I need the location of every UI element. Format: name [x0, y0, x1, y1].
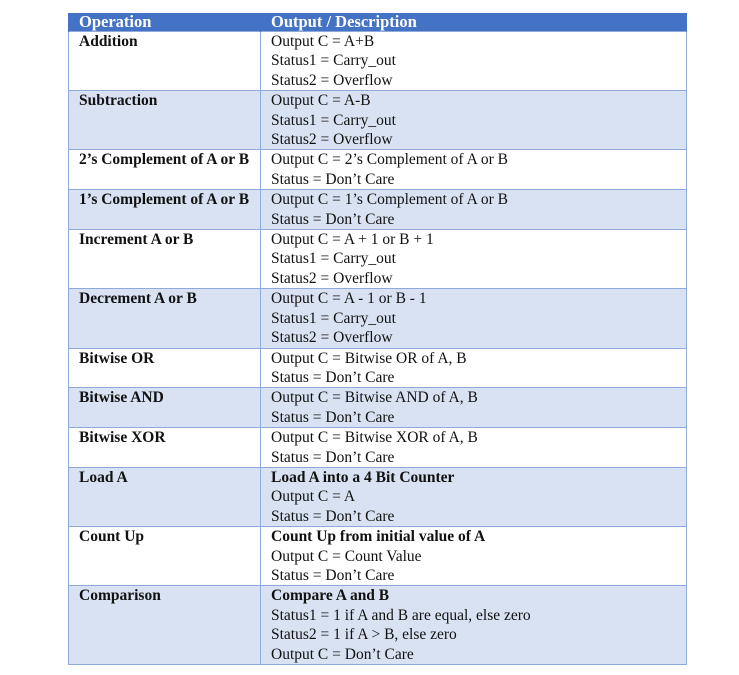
- operation-cell: Bitwise OR: [69, 348, 261, 388]
- description-line: Status1 = Carry_out: [271, 309, 396, 327]
- table-row: [69, 289, 687, 348]
- operation-cell: Count Up: [69, 527, 261, 586]
- operation-cell: Load A: [69, 467, 261, 526]
- description-cell: [261, 150, 687, 190]
- description-cell: [261, 586, 687, 665]
- description-line: Status1 = Carry_out: [271, 250, 396, 268]
- table-row: [69, 586, 687, 665]
- description-line: Status1 = 1 if A and B are equal, else zero: [271, 606, 531, 624]
- description-line: Output C = Don’t Care: [271, 645, 414, 663]
- header-description: Output / Description: [261, 13, 687, 32]
- table-row: [69, 388, 687, 428]
- operation-cell: Increment A or B: [69, 230, 261, 289]
- table-row: [69, 348, 687, 388]
- description-line: Status2 = Overflow: [271, 269, 393, 287]
- description-cell: [261, 230, 687, 289]
- description-line: Status = Don’t Care: [271, 448, 395, 466]
- operation-cell: Bitwise XOR: [69, 428, 261, 468]
- operation-cell: Bitwise AND: [69, 388, 261, 428]
- description-line: Status = Don’t Care: [271, 210, 395, 228]
- description-line: Output C = Bitwise XOR of A, B: [271, 429, 478, 447]
- description-cell: [261, 388, 687, 428]
- description-line: Status = Don’t Care: [271, 368, 395, 386]
- table-row: [69, 91, 687, 150]
- description-cell: [261, 348, 687, 388]
- table-header: [69, 13, 687, 32]
- description-line: Compare A and B: [271, 587, 390, 605]
- description-line: Output C = Bitwise OR of A, B: [271, 349, 467, 367]
- table-row: [69, 190, 687, 230]
- description-cell: [261, 190, 687, 230]
- description-cell: [261, 289, 687, 348]
- operation-cell: 1’s Complement of A or B: [69, 190, 261, 230]
- description-line: Status1 = Carry_out: [271, 111, 396, 129]
- operation-cell: Comparison: [69, 586, 261, 665]
- description-line: Output C = A-B: [271, 92, 371, 110]
- table-row: [69, 467, 687, 526]
- description-line: Output C = 2’s Complement of A or B: [271, 151, 508, 169]
- operation-cell: Subtraction: [69, 91, 261, 150]
- description-cell: [261, 91, 687, 150]
- description-line: Output C = A + 1 or B + 1: [271, 231, 434, 249]
- description-line: Output C = 1’s Complement of A or B: [271, 191, 508, 209]
- description-line: Status = Don’t Care: [271, 566, 395, 584]
- description-line: Status2 = Overflow: [271, 71, 393, 89]
- description-line: Status2 = Overflow: [271, 131, 393, 149]
- operation-cell: Decrement A or B: [69, 289, 261, 348]
- description-cell: [261, 428, 687, 468]
- description-line: Status1 = Carry_out: [271, 52, 396, 70]
- description-line: Status2 = Overflow: [271, 329, 393, 347]
- table-row: [69, 150, 687, 190]
- description-cell: [261, 467, 687, 526]
- operations-table: [68, 13, 687, 665]
- description-line: Output C = A - 1 or B - 1: [271, 290, 427, 308]
- description-line: Count Up from initial value of A: [271, 528, 486, 546]
- table-row: [69, 230, 687, 289]
- description-cell: [261, 527, 687, 586]
- description-line: Status = Don’t Care: [271, 507, 395, 525]
- table-row: [69, 428, 687, 468]
- table-row: [69, 527, 687, 586]
- header-operation: Operation: [69, 13, 261, 32]
- description-line: Output C = Bitwise AND of A, B: [271, 389, 478, 407]
- description-line: Load A into a 4 Bit Counter: [271, 468, 455, 486]
- description-line: Output C = A+B: [271, 33, 375, 50]
- description-line: Status = Don’t Care: [271, 408, 395, 426]
- table-body: [69, 32, 687, 665]
- description-cell: [261, 32, 687, 91]
- description-line: Output C = Count Value: [271, 547, 422, 565]
- description-line: Status2 = 1 if A > B, else zero: [271, 626, 457, 644]
- table-row: [69, 32, 687, 91]
- description-line: Status = Don’t Care: [271, 170, 395, 188]
- operation-cell: 2’s Complement of A or B: [69, 150, 261, 190]
- header-row: [69, 13, 687, 32]
- operation-cell: Addition: [69, 32, 261, 91]
- description-line: Output C = A: [271, 488, 356, 506]
